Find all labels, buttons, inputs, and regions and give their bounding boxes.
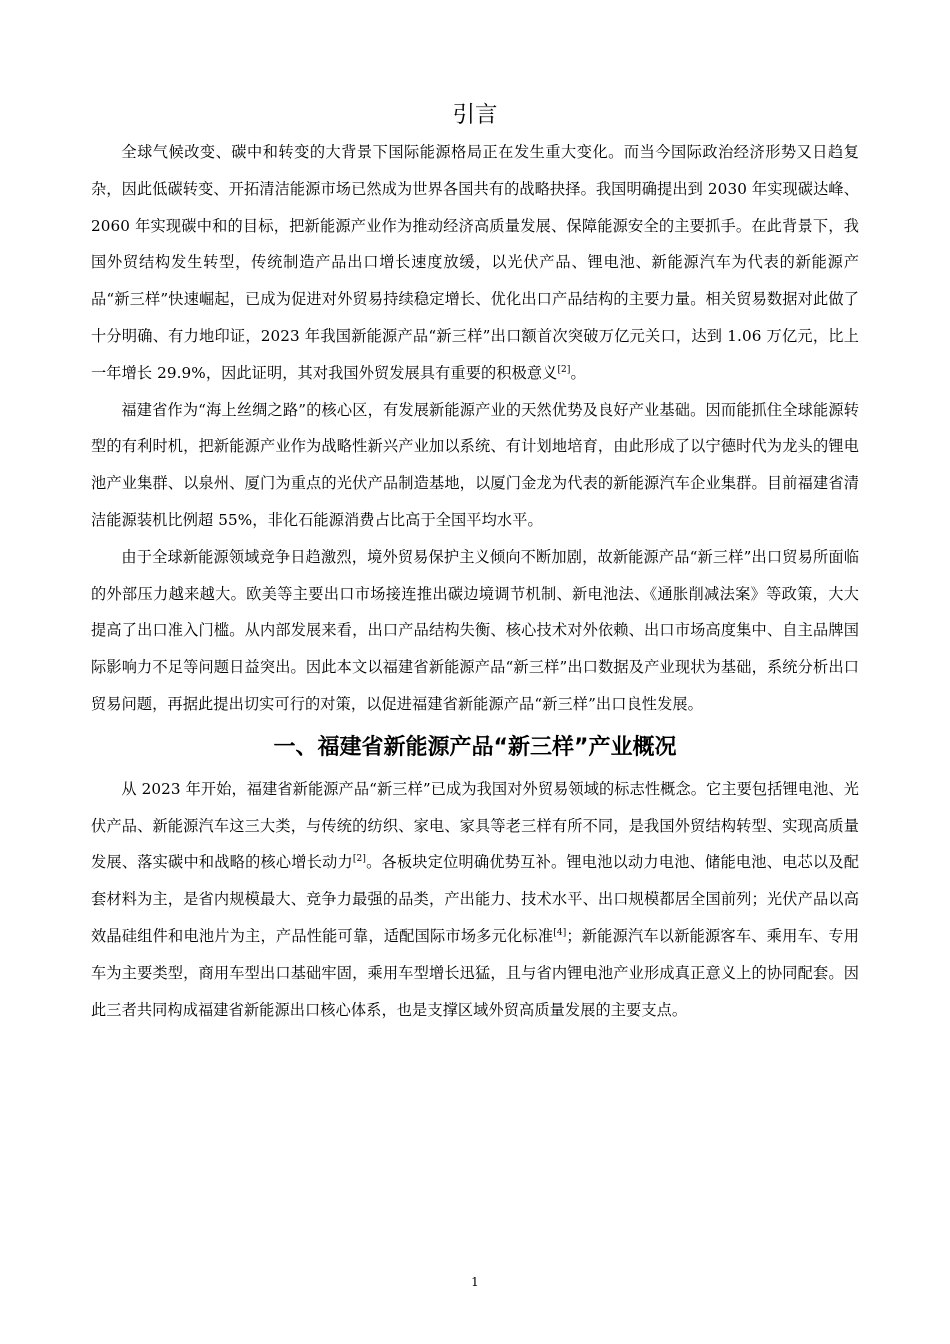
intro-paragraph-2-text: 福建省作为“海上丝绸之路”的核心区，有发展新能源产业的天然优势及良好产业基础。因而能抓住全球能源转型的有利时机，把新能源产业作为战略性新兴产业加以系统、有计划地培育，由此形成了以宁德时代为龙头的锂电池产业集群、以泉州、厦门为重点的光伏产品制造基地，以厦门金龙为代表的新能源汽车企业集群。目前福建省清洁能源装机比例超 55%，非化石能源消费占比高于全国平均水平。 xyxy=(91,400,859,529)
intro-paragraph-1 xyxy=(91,134,859,392)
section-1-text-part-1: 从 2023 年开始，福建省新能源产品“新三样”已成为我国对外贸易领域的标志性概念。它主要包括锂电池、光伏产品、新能源汽车这三大类，与传统的纺织、家电、家具等老三样有所不同，是我国外贸结构转型、实现高质量发展、落实碳中和战略的核心增长动力 xyxy=(91,779,859,872)
intro-paragraph-2 xyxy=(91,392,859,539)
page-number: 1 xyxy=(471,1275,479,1289)
section-1-paragraph xyxy=(91,771,859,1029)
intro-paragraph-3-text: 由于全球新能源领域竞争日趋激烈，境外贸易保护主义倾向不断加剧，故新能源产品“新三样”出口贸易所面临的外部压力越来越大。欧美等主要出口市场接连推出碳边境调节机制、新电池法、《通胀削减法案》等政策，大大提高了出口准入门槛。从内部发展来看，出口产品结构失衡、核心技术对外依赖、出口市场高度集中、自主品牌国际影响力不足等问题日益突出。因此本文以福建省新能源产品“新三样”出口数据及产业现状为基础，系统分析出口贸易问题，再据此提出切实可行的对策，以促进福建省新能源产品“新三样”出口良性发展。 xyxy=(91,547,859,713)
document-page xyxy=(91,98,859,1028)
intro-paragraph-1-text: 全球气候改变、碳中和转变的大背景下国际能源格局正在发生重大变化。而当今国际政治经济形势又日趋复杂，因此低碳转变、开拓清洁能源市场已然成为世界各国共有的战略抉择。我国明确提出到 2030 年实现碳达峰、2060 年实现碳中和的目标，把新能源产业作为推动经济高质量发展、保障能源安全的主要抓手。在此背景下，我国外贸结构发生转型，传统制造产品出口增长速度放缓，以光伏产品、锂电池、新能源汽车为代表的新能源产品“新三样”快速崛起，已成为促进对外贸易持续稳定增长、优化出口产品结构的主要力量。相关贸易数据对此做了十分明确、有力地印证，2023 年我国新能源产品“新三样”出口额首次突破万亿元关口，达到 1.06 万亿元，比上一年增长 29.9%，因此证明，其对我国外贸发展具有重要的积极意义 xyxy=(91,143,859,382)
intro-paragraph-1-tail: 。 xyxy=(570,363,586,382)
citation-mark: [2] xyxy=(557,364,571,375)
citation-mark: [2] xyxy=(352,854,366,865)
section-1-heading: 一、福建省新能源产品“新三样”产业概况 xyxy=(273,734,677,760)
section-1-text-part-2: 。各板块定位明确优势互补。锂电池以动力电池、储能电池、电芯以及配套材料为主，是省内规模最大、竞争力最强的品类，产出能力、技术水平、出口规模都居全国前列；光伏产品以高效晶硅组件和电池片为主，产品性能可靠，适配国际市场多元化标准 xyxy=(91,853,860,945)
intro-heading: 引言 xyxy=(452,102,498,128)
citation-mark: [4] xyxy=(553,927,567,938)
section-1-text-part-3: ；新能源汽车以新能源客车、乘用车、专用车为主要类型，商用车型出口基础牢固，乘用车型增长迅猛，且与省内锂电池产业形成真正意义上的协同配套。因此三者共同构成福建省新能源出口核心体系，也是支撑区域外贸高质量发展的主要支点。 xyxy=(91,926,859,1019)
intro-paragraph-3 xyxy=(91,539,859,723)
